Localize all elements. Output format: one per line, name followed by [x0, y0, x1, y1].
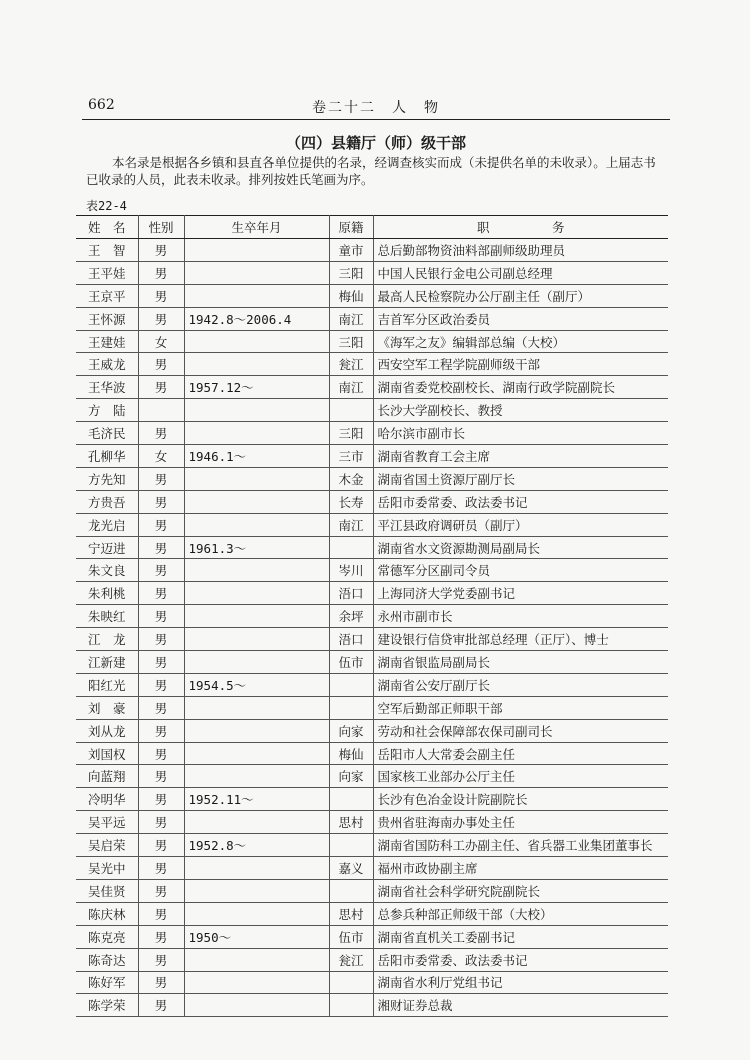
column-header-origin: 原籍	[329, 216, 373, 239]
cell-origin: 瓮江	[329, 353, 373, 376]
cell-origin	[329, 879, 373, 902]
cell-sex	[138, 399, 184, 422]
cell-name: 王 智	[76, 239, 138, 262]
cell-origin: 向家	[329, 765, 373, 788]
cell-life	[184, 467, 329, 490]
table-row	[76, 994, 668, 1017]
cell-origin: 三市	[329, 445, 373, 468]
cell-duty: 岳阳市人大常委会副主任	[373, 742, 668, 765]
cell-life	[184, 605, 329, 628]
cell-origin: 嘉义	[329, 857, 373, 880]
cell-duty: 西安空军工程学院副师级干部	[373, 353, 668, 376]
cell-sex: 男	[138, 811, 184, 834]
cell-life	[184, 948, 329, 971]
cell-life	[184, 330, 329, 353]
table-row	[76, 788, 668, 811]
table-row	[76, 925, 668, 948]
cell-name: 王京平	[76, 284, 138, 307]
table-row	[76, 536, 668, 559]
cell-duty: 湖南省银监局副局长	[373, 651, 668, 674]
table-row	[76, 559, 668, 582]
cell-sex: 男	[138, 467, 184, 490]
cell-life	[184, 422, 329, 445]
cell-sex: 男	[138, 376, 184, 399]
cell-life	[184, 651, 329, 674]
cell-life	[184, 696, 329, 719]
cell-name: 阳红光	[76, 673, 138, 696]
cell-origin: 长寿	[329, 490, 373, 513]
cell-duty: 平江县政府调研员（副厅）	[373, 513, 668, 536]
cell-sex: 男	[138, 261, 184, 284]
cell-life: 1942.8～2006.4	[184, 307, 329, 330]
cell-name: 毛济民	[76, 422, 138, 445]
cell-origin	[329, 971, 373, 994]
cell-life	[184, 811, 329, 834]
cell-life: 1952.8～	[184, 834, 329, 857]
cell-sex: 男	[138, 559, 184, 582]
cell-sex: 男	[138, 834, 184, 857]
table-row	[76, 445, 668, 468]
cell-life	[184, 582, 329, 605]
cell-life: 1946.1～	[184, 445, 329, 468]
page-number: 662	[88, 97, 115, 113]
cell-sex: 男	[138, 742, 184, 765]
cell-origin: 伍市	[329, 651, 373, 674]
table-row	[76, 582, 668, 605]
cell-name: 刘从龙	[76, 719, 138, 742]
cell-origin: 伍市	[329, 925, 373, 948]
cell-duty: 长沙有色冶金设计院副院长	[373, 788, 668, 811]
cell-name: 吴启荣	[76, 834, 138, 857]
cell-duty: 空军后勤部正师职干部	[373, 696, 668, 719]
cell-name: 吴佳贤	[76, 879, 138, 902]
cell-origin: 三阳	[329, 422, 373, 445]
cell-duty: 福州市政协副主席	[373, 857, 668, 880]
table-row	[76, 239, 668, 262]
cell-life	[184, 628, 329, 651]
cell-origin: 瓮江	[329, 948, 373, 971]
cell-life	[184, 399, 329, 422]
cell-origin: 梅仙	[329, 742, 373, 765]
cell-duty: 湖南省水利厅党组书记	[373, 971, 668, 994]
column-header-life: 生卒年月	[184, 216, 329, 239]
table-row	[76, 353, 668, 376]
cell-sex: 男	[138, 651, 184, 674]
cell-sex: 男	[138, 513, 184, 536]
cell-life	[184, 559, 329, 582]
cell-sex: 女	[138, 330, 184, 353]
cell-sex: 男	[138, 536, 184, 559]
cell-name: 孔柳华	[76, 445, 138, 468]
table-row	[76, 696, 668, 719]
cell-origin: 童市	[329, 239, 373, 262]
table-row	[76, 742, 668, 765]
cell-name: 朱利桃	[76, 582, 138, 605]
cell-duty: 《海军之友》编辑部总编（大校）	[373, 330, 668, 353]
cell-duty: 总后勤部物资油料部副师级助理员	[373, 239, 668, 262]
cell-duty: 湖南省社会科学研究院副院长	[373, 879, 668, 902]
cell-origin	[329, 399, 373, 422]
cell-sex: 男	[138, 353, 184, 376]
cell-life: 1952.11～	[184, 788, 329, 811]
table-row	[76, 422, 668, 445]
cell-life	[184, 971, 329, 994]
cell-life	[184, 994, 329, 1017]
cell-sex: 男	[138, 719, 184, 742]
cell-name: 龙光启	[76, 513, 138, 536]
cell-duty: 贵州省驻海南办事处主任	[373, 811, 668, 834]
cell-life	[184, 490, 329, 513]
table-row	[76, 948, 668, 971]
table-row	[76, 719, 668, 742]
cell-sex: 男	[138, 971, 184, 994]
cell-sex: 男	[138, 490, 184, 513]
table-label: 表22-4	[86, 199, 127, 213]
cell-name: 刘 豪	[76, 696, 138, 719]
cell-name: 方贵吾	[76, 490, 138, 513]
cell-origin: 梅仙	[329, 284, 373, 307]
table-row	[76, 330, 668, 353]
cell-life	[184, 902, 329, 925]
cell-origin	[329, 673, 373, 696]
cell-life	[184, 742, 329, 765]
cell-name: 宁迈进	[76, 536, 138, 559]
cell-life	[184, 879, 329, 902]
cell-origin: 南江	[329, 376, 373, 399]
cell-duty: 湖南省直机关工委副书记	[373, 925, 668, 948]
cell-name: 陈庆林	[76, 902, 138, 925]
cell-life	[184, 765, 329, 788]
cell-life	[184, 239, 329, 262]
cell-sex: 男	[138, 994, 184, 1017]
table-row	[76, 307, 668, 330]
cell-origin: 岑川	[329, 559, 373, 582]
cell-origin: 三阳	[329, 261, 373, 284]
cell-duty: 上海同济大学党委副书记	[373, 582, 668, 605]
table-row	[76, 628, 668, 651]
cell-life	[184, 857, 329, 880]
cell-sex: 男	[138, 628, 184, 651]
cell-duty: 湖南省国防科工办副主任、省兵器工业集团董事长	[373, 834, 668, 857]
cell-duty: 中国人民银行金电公司副总经理	[373, 261, 668, 284]
column-header-name: 姓 名	[76, 216, 138, 239]
cell-origin	[329, 696, 373, 719]
table-row	[76, 971, 668, 994]
cadre-roster-table	[76, 215, 668, 1017]
cell-sex: 男	[138, 307, 184, 330]
cell-sex: 男	[138, 422, 184, 445]
cell-duty: 长沙大学副校长、教授	[373, 399, 668, 422]
cell-life	[184, 353, 329, 376]
cell-duty: 劳动和社会保障部农保司副司长	[373, 719, 668, 742]
cell-name: 王平娃	[76, 261, 138, 284]
cell-sex: 男	[138, 879, 184, 902]
table-row	[76, 261, 668, 284]
table-row	[76, 513, 668, 536]
column-header-duty: 职 务	[373, 216, 668, 239]
intro-paragraph: 本名录是根据各乡镇和县直各单位提供的名录，经调查核实而成（未提供名单的未收录）。上届志书已收录的人员，此表未收录。排列按姓氏笔画为序。	[86, 155, 656, 187]
cell-origin: 浯口	[329, 582, 373, 605]
cell-duty: 常德军分区副司令员	[373, 559, 668, 582]
cell-sex: 男	[138, 673, 184, 696]
cell-name: 吴光中	[76, 857, 138, 880]
cell-name: 王怀源	[76, 307, 138, 330]
cell-sex: 男	[138, 239, 184, 262]
cell-origin: 南江	[329, 307, 373, 330]
cell-duty: 哈尔滨市副市长	[373, 422, 668, 445]
cell-origin	[329, 994, 373, 1017]
cell-name: 王威龙	[76, 353, 138, 376]
cell-life: 1961.3～	[184, 536, 329, 559]
cell-name: 朱映红	[76, 605, 138, 628]
running-title: 卷二十二 人 物	[312, 100, 440, 116]
cell-name: 陈学荣	[76, 994, 138, 1017]
cell-sex: 男	[138, 902, 184, 925]
cell-origin: 余坪	[329, 605, 373, 628]
cell-duty: 最高人民检察院办公厅副主任（副厅）	[373, 284, 668, 307]
cell-sex: 男	[138, 788, 184, 811]
table-body	[76, 239, 668, 1017]
cell-name: 吴平远	[76, 811, 138, 834]
cell-name: 朱文良	[76, 559, 138, 582]
cell-duty: 岳阳市委常委、政法委书记	[373, 490, 668, 513]
cell-duty: 湖南省国土资源厅副厅长	[373, 467, 668, 490]
cell-origin: 木金	[329, 467, 373, 490]
cell-origin	[329, 788, 373, 811]
table-row	[76, 857, 668, 880]
cell-duty: 永州市副市长	[373, 605, 668, 628]
cell-name: 王建娃	[76, 330, 138, 353]
cell-duty: 湖南省教育工会主席	[373, 445, 668, 468]
cell-name: 江新建	[76, 651, 138, 674]
cell-life	[184, 513, 329, 536]
cell-name: 陈好军	[76, 971, 138, 994]
table-row	[76, 284, 668, 307]
cell-life	[184, 284, 329, 307]
cell-life	[184, 719, 329, 742]
cell-name: 江 龙	[76, 628, 138, 651]
cell-origin: 思村	[329, 902, 373, 925]
cell-name: 方先知	[76, 467, 138, 490]
cell-sex: 男	[138, 948, 184, 971]
cell-origin: 浯口	[329, 628, 373, 651]
cell-duty: 吉首军分区政治委员	[373, 307, 668, 330]
cell-origin: 三阳	[329, 330, 373, 353]
table-row	[76, 467, 668, 490]
cell-sex: 男	[138, 765, 184, 788]
table-row	[76, 902, 668, 925]
table-row	[76, 811, 668, 834]
cell-duty: 岳阳市委常委、政法委书记	[373, 948, 668, 971]
cell-duty: 建设银行信贷审批部总经理（正厅）、博士	[373, 628, 668, 651]
cell-duty: 湖南省委党校副校长、湖南行政学院副院长	[373, 376, 668, 399]
cell-sex: 男	[138, 582, 184, 605]
cell-duty: 国家核工业部办公厅主任	[373, 765, 668, 788]
cell-sex: 男	[138, 696, 184, 719]
table-row	[76, 673, 668, 696]
cell-origin: 向家	[329, 719, 373, 742]
table-row	[76, 605, 668, 628]
cell-origin: 南江	[329, 513, 373, 536]
cell-name: 陈克亮	[76, 925, 138, 948]
cell-name: 陈奇达	[76, 948, 138, 971]
table-row	[76, 651, 668, 674]
cell-duty: 湘财证券总裁	[373, 994, 668, 1017]
cell-sex: 男	[138, 605, 184, 628]
table-row	[76, 490, 668, 513]
cell-sex: 男	[138, 857, 184, 880]
cell-name: 冷明华	[76, 788, 138, 811]
cell-life: 1950～	[184, 925, 329, 948]
cell-name: 王华波	[76, 376, 138, 399]
table-row	[76, 879, 668, 902]
column-header-sex: 性别	[138, 216, 184, 239]
cell-life: 1957.12～	[184, 376, 329, 399]
section-title: （四）县籍厅（师）级干部	[285, 134, 466, 152]
table-header-row	[76, 216, 668, 239]
table-row	[76, 376, 668, 399]
cell-origin	[329, 834, 373, 857]
cell-name: 向蓝翔	[76, 765, 138, 788]
cell-origin: 思村	[329, 811, 373, 834]
table-row	[76, 399, 668, 422]
table-row	[76, 765, 668, 788]
cell-sex: 女	[138, 445, 184, 468]
cell-origin	[329, 536, 373, 559]
cell-name: 方 陆	[76, 399, 138, 422]
cell-duty: 湖南省公安厅副厅长	[373, 673, 668, 696]
cell-duty: 湖南省水文资源勘测局副局长	[373, 536, 668, 559]
table-row	[76, 834, 668, 857]
cell-sex: 男	[138, 284, 184, 307]
cell-sex: 男	[138, 925, 184, 948]
cell-life: 1954.5～	[184, 673, 329, 696]
cell-name: 刘国权	[76, 742, 138, 765]
cell-life	[184, 261, 329, 284]
cell-duty: 总参兵种部正师级干部（大校）	[373, 902, 668, 925]
page-header	[82, 97, 670, 120]
